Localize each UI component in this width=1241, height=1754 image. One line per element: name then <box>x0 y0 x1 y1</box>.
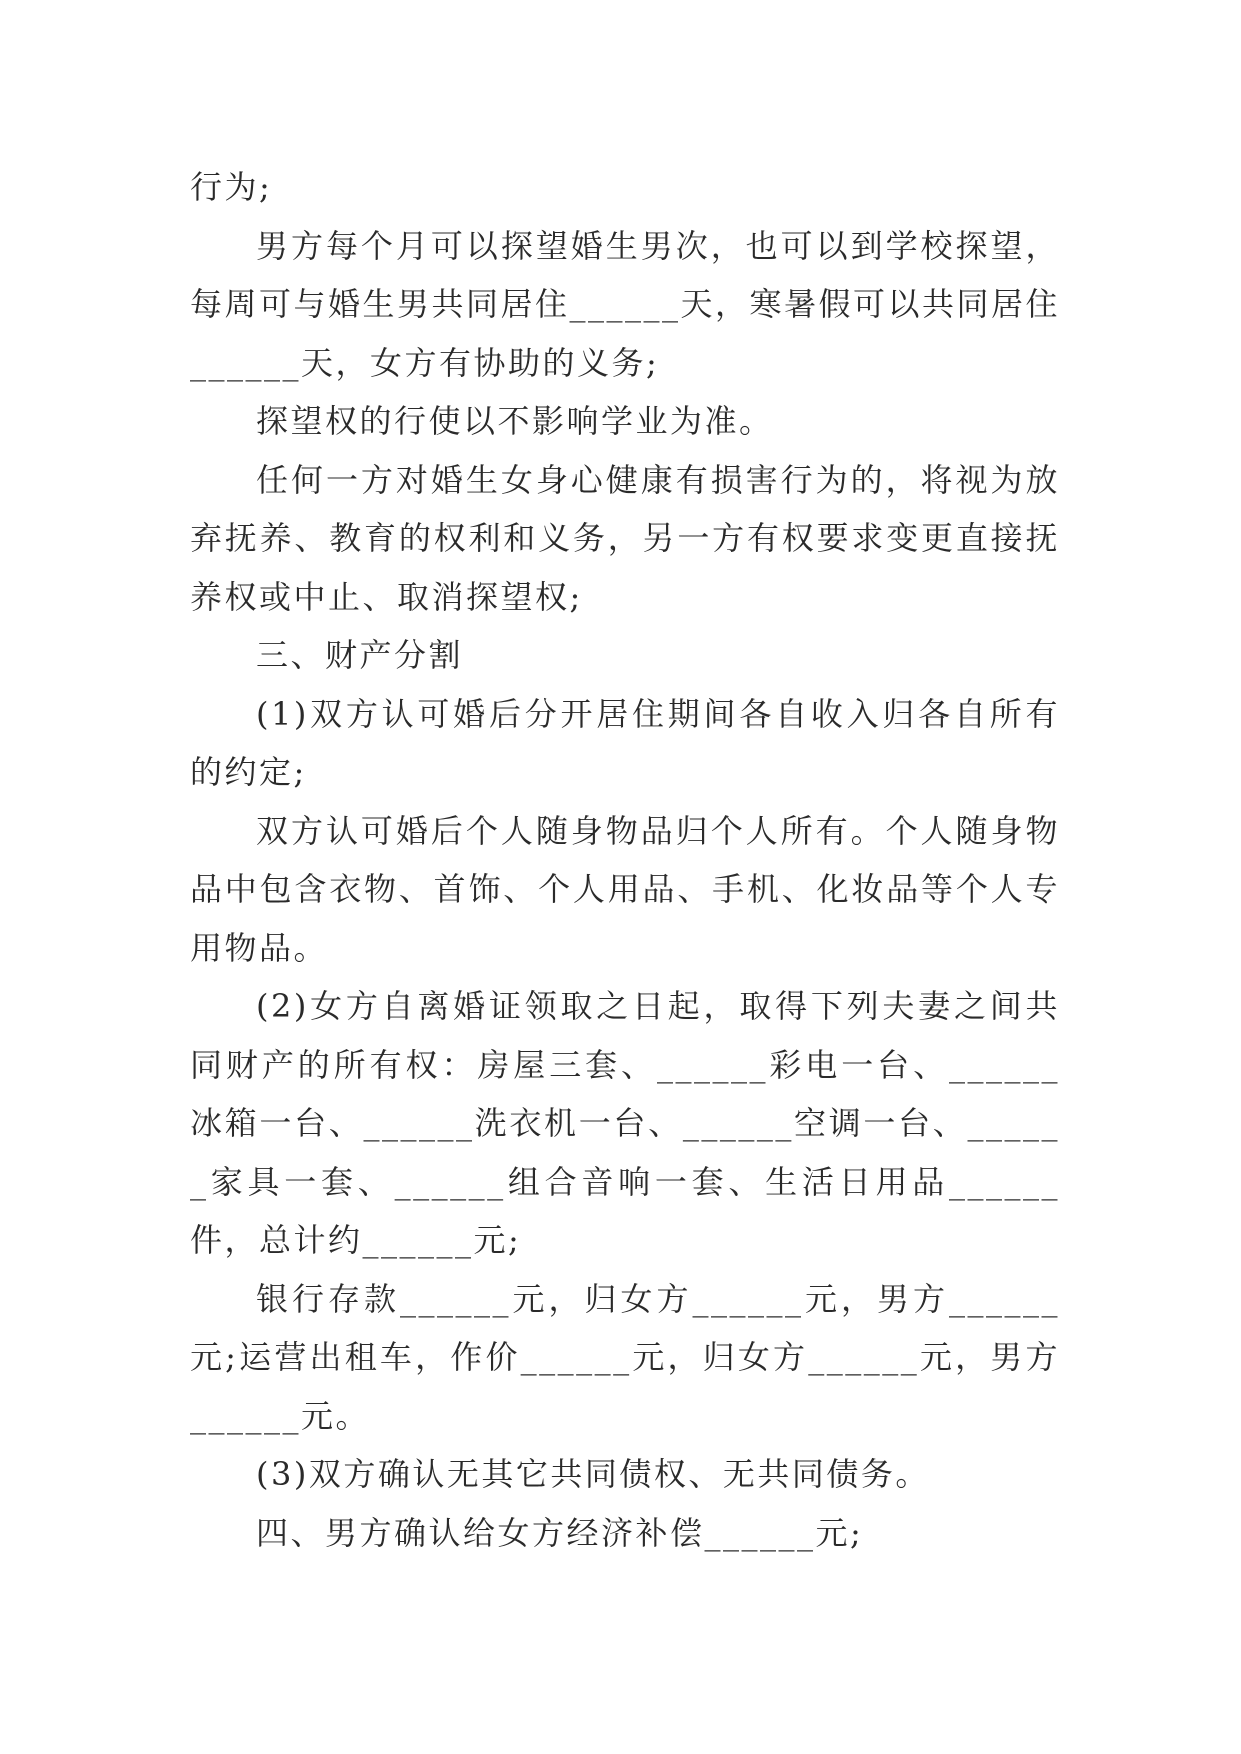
paragraph-harm-clause: 任何一方对婚生女身心健康有损害行为的，将视为放弃抚养、教育的权利和义务，另一方有权要求变更直接抚养权或中止、取消探望权; <box>190 460 1060 616</box>
paragraph-personal-items: 双方认可婚后个人随身物品归个人所有。个人随身物品中包含衣物、首饰、个人用品、手机、化妆品等个人专用物品。 <box>190 811 1060 967</box>
section-heading-property-division: 三、财产分割 <box>256 636 464 674</box>
paragraph-behavior-end: 行为; <box>190 168 273 206</box>
paragraph-visitation-schedule: 男方每个月可以探望婚生男次，也可以到学校探望，每周可与婚生男共同居住______天，寒暑假可以共同居住______天，女方有协助的义务; <box>190 226 1061 382</box>
paragraph-separate-income: (1)双方认可婚后分开居住期间各自收入归各自所有的约定; <box>190 694 1060 791</box>
paragraph-bank-and-taxi: 银行存款______元，归女方______元，男方______元;运营出租车，作价______元，归女方______元，男方______元。 <box>190 1279 1060 1435</box>
section-heading-compensation: 四、男方确认给女方经济补偿______元; <box>256 1513 864 1552</box>
paragraph-no-debts: (3)双方确认无其它共同债权、无共同债务。 <box>256 1455 930 1493</box>
paragraph-visitation-studies: 探望权的行使以不影响学业为准。 <box>256 402 774 440</box>
document-page <box>190 158 1060 1562</box>
paragraph-joint-property: (2)女方自离婚证领取之日起，取得下列夫妻之间共同财产的所有权：房屋三套、______彩电一台、______冰箱一台、______洗衣机一台、______空调一台、______家具一套、______组合音响一套、生活日用品______件，总计约______元; <box>190 987 1060 1259</box>
